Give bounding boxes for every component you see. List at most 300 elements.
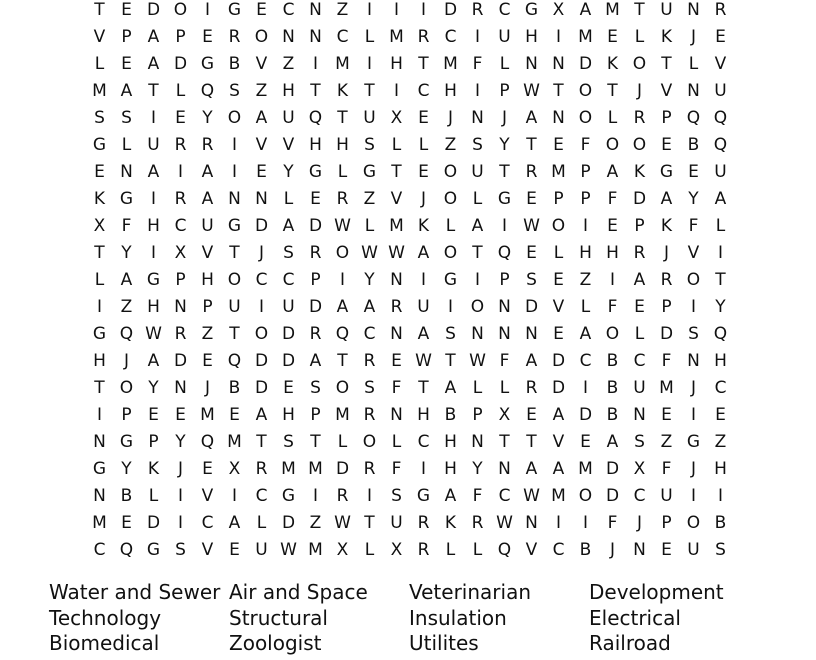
grid-letter: E <box>121 54 132 74</box>
grid-letter: E <box>418 162 429 182</box>
grid-letter: L <box>553 243 564 263</box>
grid-letter: Z <box>714 432 727 452</box>
grid-letter: T <box>310 432 321 452</box>
grid-letter: D <box>605 486 620 506</box>
grid-letter: X <box>390 108 403 128</box>
grid-letter: L <box>715 216 726 236</box>
grid-letter: D <box>605 459 620 479</box>
grid-letter: D <box>281 351 296 371</box>
grid-letter: H <box>444 81 457 101</box>
grid-letter: Z <box>660 432 673 452</box>
grid-letter: T <box>499 162 510 182</box>
grid-letter: G <box>227 0 242 20</box>
grid-letter: J <box>663 243 669 263</box>
grid-letter: E <box>148 405 159 425</box>
grid-letter: A <box>282 216 295 236</box>
grid-letter: J <box>258 243 264 263</box>
grid-letter: Z <box>444 135 457 155</box>
grid-letter: N <box>525 324 538 344</box>
grid-letter: G <box>119 189 134 209</box>
grid-letter: T <box>553 81 564 101</box>
grid-letter: D <box>551 378 566 398</box>
grid-letter: D <box>335 459 350 479</box>
grid-letter: M <box>605 0 620 20</box>
grid-letter: O <box>605 324 620 344</box>
grid-letter: F <box>607 189 618 209</box>
grid-letter: V <box>201 540 214 560</box>
grid-letter: F <box>661 459 672 479</box>
grid-letter: Y <box>121 243 132 263</box>
grid-letter: U <box>255 540 268 560</box>
grid-letter: A <box>147 54 160 74</box>
grid-letter: O <box>119 378 134 398</box>
grid-letter: O <box>632 54 647 74</box>
grid-letter: P <box>472 405 483 425</box>
grid-letter: I <box>555 27 561 47</box>
grid-letter: W <box>523 486 540 506</box>
grid-letter: T <box>229 324 240 344</box>
grid-letter: S <box>121 108 132 128</box>
grid-letter: W <box>496 513 513 533</box>
grid-letter: F <box>607 513 618 533</box>
grid-letter: H <box>282 405 295 425</box>
grid-letter: I <box>231 486 237 506</box>
grid-letter: T <box>418 378 429 398</box>
grid-letter: S <box>229 81 240 101</box>
grid-letter: R <box>471 0 484 20</box>
grid-letter: A <box>147 162 160 182</box>
grid-letter: R <box>417 27 430 47</box>
grid-letter: C <box>282 270 295 290</box>
letter-grid <box>86 0 734 564</box>
grid-letter: D <box>173 351 188 371</box>
grid-letter: D <box>551 351 566 371</box>
grid-letter: R <box>201 135 214 155</box>
grid-letter: M <box>200 405 215 425</box>
grid-letter: C <box>201 513 214 533</box>
grid-letter: R <box>363 351 376 371</box>
grid-letter: I <box>420 0 426 20</box>
grid-letter: F <box>472 486 483 506</box>
grid-letter: P <box>553 189 564 209</box>
grid-letter: S <box>364 135 375 155</box>
grid-letter: A <box>120 270 133 290</box>
grid-letter: T <box>499 432 510 452</box>
grid-letter: O <box>335 243 350 263</box>
grid-letter: L <box>634 27 645 47</box>
grid-letter: I <box>690 405 696 425</box>
grid-letter: N <box>552 54 565 74</box>
grid-letter: L <box>364 540 375 560</box>
grid-letter: L <box>472 540 483 560</box>
grid-letter: F <box>661 351 672 371</box>
grid-letter: Z <box>363 189 376 209</box>
grid-letter: K <box>660 27 673 47</box>
grid-letter: M <box>578 459 593 479</box>
grid-letter: H <box>282 81 295 101</box>
word-list-item: Utilites <box>409 631 479 655</box>
grid-letter: A <box>255 405 268 425</box>
grid-letter: F <box>499 351 510 371</box>
grid-letter: D <box>578 54 593 74</box>
grid-letter: L <box>580 297 591 317</box>
grid-letter: S <box>688 324 699 344</box>
grid-letter: Y <box>175 432 186 452</box>
grid-letter: X <box>552 0 565 20</box>
grid-letter: T <box>337 351 348 371</box>
grid-letter: R <box>309 243 322 263</box>
grid-letter: O <box>578 486 593 506</box>
grid-letter: N <box>282 27 295 47</box>
grid-letter: Z <box>579 270 592 290</box>
grid-letter: P <box>202 297 213 317</box>
grid-letter: O <box>605 135 620 155</box>
grid-letter: T <box>256 432 267 452</box>
grid-letter: V <box>714 54 727 74</box>
grid-letter: I <box>150 108 156 128</box>
grid-letter: T <box>337 108 348 128</box>
grid-letter: L <box>121 135 132 155</box>
grid-letter: C <box>444 27 457 47</box>
grid-letter: N <box>390 324 403 344</box>
grid-letter: X <box>228 459 241 479</box>
grid-letter: N <box>120 162 133 182</box>
grid-letter: N <box>174 297 187 317</box>
grid-letter: H <box>147 297 160 317</box>
grid-letter: O <box>227 108 242 128</box>
grid-letter: T <box>94 0 105 20</box>
grid-letter: U <box>147 135 160 155</box>
grid-letter: I <box>609 270 615 290</box>
grid-letter: N <box>633 405 646 425</box>
grid-letter: J <box>447 108 453 128</box>
grid-letter: M <box>335 405 350 425</box>
grid-letter: Y <box>688 189 699 209</box>
grid-letter: O <box>362 432 377 452</box>
grid-letter: U <box>417 297 430 317</box>
grid-letter: L <box>391 135 402 155</box>
grid-letter: C <box>255 486 268 506</box>
grid-letter: P <box>310 270 321 290</box>
grid-letter: O <box>470 297 485 317</box>
grid-letter: T <box>715 270 726 290</box>
word-list-item: Development <box>589 580 724 604</box>
grid-letter: B <box>579 540 592 560</box>
grid-letter: A <box>444 378 457 398</box>
grid-letter: M <box>227 432 242 452</box>
grid-letter: Z <box>309 513 322 533</box>
grid-letter: O <box>227 270 242 290</box>
grid-letter: I <box>474 270 480 290</box>
grid-letter: G <box>146 540 161 560</box>
grid-letter: M <box>389 27 404 47</box>
grid-letter: R <box>390 297 403 317</box>
grid-letter: H <box>714 351 727 371</box>
grid-letter: S <box>283 243 294 263</box>
grid-letter: I <box>366 486 372 506</box>
grid-letter: U <box>660 486 673 506</box>
grid-letter: I <box>96 405 102 425</box>
grid-letter: C <box>336 27 349 47</box>
grid-letter: F <box>121 216 132 236</box>
grid-letter: M <box>389 216 404 236</box>
grid-letter: P <box>661 297 672 317</box>
grid-letter: E <box>256 162 267 182</box>
grid-letter: K <box>660 216 673 236</box>
word-list-item: Insulation <box>409 605 507 630</box>
grid-letter: H <box>309 135 322 155</box>
grid-letter: Z <box>120 297 133 317</box>
grid-letter: U <box>687 540 700 560</box>
grid-letter: L <box>148 486 159 506</box>
word-list-item: Technology <box>49 605 162 630</box>
grid-letter: L <box>364 27 375 47</box>
grid-letter: L <box>337 432 348 452</box>
grid-letter: U <box>390 513 403 533</box>
grid-letter: M <box>578 27 593 47</box>
grid-letter: B <box>444 405 457 425</box>
grid-letter: H <box>606 243 619 263</box>
word-list <box>49 580 769 657</box>
grid-letter: N <box>498 324 511 344</box>
grid-letter: G <box>200 54 215 74</box>
grid-letter: P <box>499 81 510 101</box>
grid-letter: N <box>498 459 511 479</box>
grid-letter: T <box>391 162 402 182</box>
grid-letter: W <box>361 243 378 263</box>
grid-letter: C <box>633 486 646 506</box>
grid-letter: E <box>256 0 267 20</box>
grid-letter: Q <box>686 108 701 128</box>
grid-letter: D <box>659 324 674 344</box>
grid-letter: F <box>688 216 699 236</box>
grid-letter: S <box>472 135 483 155</box>
grid-letter: E <box>175 108 186 128</box>
grid-letter: P <box>499 270 510 290</box>
grid-letter: E <box>661 135 672 155</box>
grid-letter: R <box>336 189 349 209</box>
grid-letter: P <box>148 432 159 452</box>
grid-letter: V <box>525 540 538 560</box>
grid-letter: D <box>281 513 296 533</box>
grid-letter: A <box>228 513 241 533</box>
grid-letter: C <box>498 486 511 506</box>
grid-letter: I <box>150 243 156 263</box>
grid-letter: Q <box>497 243 512 263</box>
grid-letter: L <box>283 189 294 209</box>
grid-letter: A <box>660 189 673 209</box>
grid-letter: I <box>96 297 102 317</box>
grid-letter: W <box>388 243 405 263</box>
grid-letter: D <box>443 0 458 20</box>
grid-letter: L <box>391 432 402 452</box>
grid-letter: P <box>580 189 591 209</box>
grid-letter: P <box>175 27 186 47</box>
grid-letter: A <box>714 189 727 209</box>
grid-letter: W <box>334 513 351 533</box>
grid-letter: L <box>175 81 186 101</box>
grid-letter: I <box>177 513 183 533</box>
grid-letter: C <box>633 351 646 371</box>
grid-letter: M <box>659 378 674 398</box>
grid-letter: V <box>201 243 214 263</box>
grid-letter: I <box>717 486 723 506</box>
grid-letter: H <box>444 432 457 452</box>
grid-letter: R <box>363 459 376 479</box>
grid-letter: H <box>714 459 727 479</box>
grid-letter: D <box>632 189 647 209</box>
grid-letter: B <box>606 351 619 371</box>
grid-letter: I <box>582 378 588 398</box>
grid-letter: O <box>335 378 350 398</box>
grid-letter: M <box>92 513 107 533</box>
grid-letter: M <box>308 540 323 560</box>
grid-letter: G <box>119 432 134 452</box>
grid-letter: D <box>254 351 269 371</box>
grid-letter: X <box>93 216 106 236</box>
grid-letter: N <box>525 54 538 74</box>
grid-letter: E <box>526 405 537 425</box>
grid-letter: U <box>282 108 295 128</box>
grid-letter: D <box>254 216 269 236</box>
grid-letter: R <box>174 189 187 209</box>
grid-letter: R <box>309 324 322 344</box>
grid-letter: W <box>523 81 540 101</box>
word-list-item: Biomedical <box>49 631 160 655</box>
grid-letter: O <box>443 162 458 182</box>
grid-letter: I <box>501 216 507 236</box>
grid-letter: O <box>443 243 458 263</box>
grid-letter: E <box>607 216 618 236</box>
grid-letter: B <box>228 378 241 398</box>
grid-letter: O <box>254 27 269 47</box>
grid-letter: B <box>687 135 700 155</box>
grid-letter: I <box>231 135 237 155</box>
grid-letter: L <box>634 324 645 344</box>
grid-letter: E <box>688 162 699 182</box>
grid-letter: D <box>308 297 323 317</box>
grid-letter: S <box>715 540 726 560</box>
grid-letter: I <box>258 297 264 317</box>
grid-letter: E <box>94 162 105 182</box>
word-list-item: Zoologist <box>229 631 322 655</box>
grid-letter: T <box>634 0 645 20</box>
grid-letter: B <box>228 54 241 74</box>
grid-letter: T <box>526 135 537 155</box>
grid-letter: M <box>92 81 107 101</box>
grid-letter: P <box>634 216 645 236</box>
grid-letter: T <box>526 432 537 452</box>
grid-letter: N <box>471 108 484 128</box>
grid-letter: J <box>690 378 696 398</box>
grid-letter: E <box>202 351 213 371</box>
grid-letter: A <box>525 351 538 371</box>
grid-letter: M <box>551 486 566 506</box>
grid-letter: N <box>93 486 106 506</box>
grid-letter: Q <box>227 351 242 371</box>
grid-letter: E <box>580 432 591 452</box>
grid-letter: C <box>255 270 268 290</box>
grid-letter: A <box>552 459 565 479</box>
grid-letter: T <box>148 81 159 101</box>
grid-letter: E <box>175 405 186 425</box>
grid-letter: A <box>525 108 538 128</box>
grid-letter: M <box>281 459 296 479</box>
grid-letter: T <box>607 81 618 101</box>
grid-letter: Z <box>282 54 295 74</box>
grid-letter: R <box>525 162 538 182</box>
grid-letter: A <box>363 297 376 317</box>
grid-letter: J <box>636 81 642 101</box>
grid-letter: K <box>93 189 106 209</box>
grid-letter: G <box>92 135 107 155</box>
grid-letter: L <box>688 54 699 74</box>
grid-letter: R <box>471 513 484 533</box>
grid-letter: V <box>552 297 565 317</box>
grid-letter: S <box>94 108 105 128</box>
grid-letter: C <box>579 351 592 371</box>
grid-letter: R <box>228 27 241 47</box>
grid-letter: T <box>310 81 321 101</box>
grid-letter: R <box>417 513 430 533</box>
grid-letter: I <box>447 297 453 317</box>
grid-letter: T <box>364 513 375 533</box>
grid-letter: L <box>445 216 456 236</box>
grid-letter: G <box>308 162 323 182</box>
grid-letter: E <box>607 27 618 47</box>
grid-letter: I <box>366 0 372 20</box>
grid-letter: N <box>174 378 187 398</box>
grid-letter: R <box>417 540 430 560</box>
grid-letter: E <box>202 459 213 479</box>
grid-letter: D <box>524 297 539 317</box>
grid-letter: Y <box>121 459 132 479</box>
grid-letter: V <box>687 243 700 263</box>
grid-letter: S <box>310 378 321 398</box>
grid-letter: J <box>690 459 696 479</box>
grid-letter: N <box>687 81 700 101</box>
grid-letter: C <box>174 216 187 236</box>
grid-letter: N <box>471 324 484 344</box>
grid-letter: D <box>281 324 296 344</box>
grid-letter: A <box>120 81 133 101</box>
grid-letter: F <box>472 54 483 74</box>
grid-letter: P <box>580 162 591 182</box>
grid-letter: Y <box>499 135 510 155</box>
grid-letter: Z <box>255 81 268 101</box>
grid-letter: Q <box>713 135 728 155</box>
grid-letter: I <box>555 513 561 533</box>
grid-letter: O <box>551 216 566 236</box>
grid-letter: A <box>579 0 592 20</box>
grid-letter: Q <box>335 324 350 344</box>
word-list-item: Structural <box>229 605 328 630</box>
grid-letter: R <box>255 459 268 479</box>
grid-letter: G <box>524 0 539 20</box>
word-list-item: Electrical <box>589 605 681 630</box>
grid-letter: I <box>312 486 318 506</box>
grid-letter: X <box>498 405 511 425</box>
grid-letter: W <box>280 540 297 560</box>
grid-letter: A <box>417 243 430 263</box>
grid-letter: N <box>93 432 106 452</box>
grid-letter: L <box>418 135 429 155</box>
grid-letter: O <box>686 270 701 290</box>
grid-letter: E <box>553 135 564 155</box>
grid-letter: N <box>498 297 511 317</box>
grid-letter: O <box>173 0 188 20</box>
grid-letter: L <box>337 162 348 182</box>
